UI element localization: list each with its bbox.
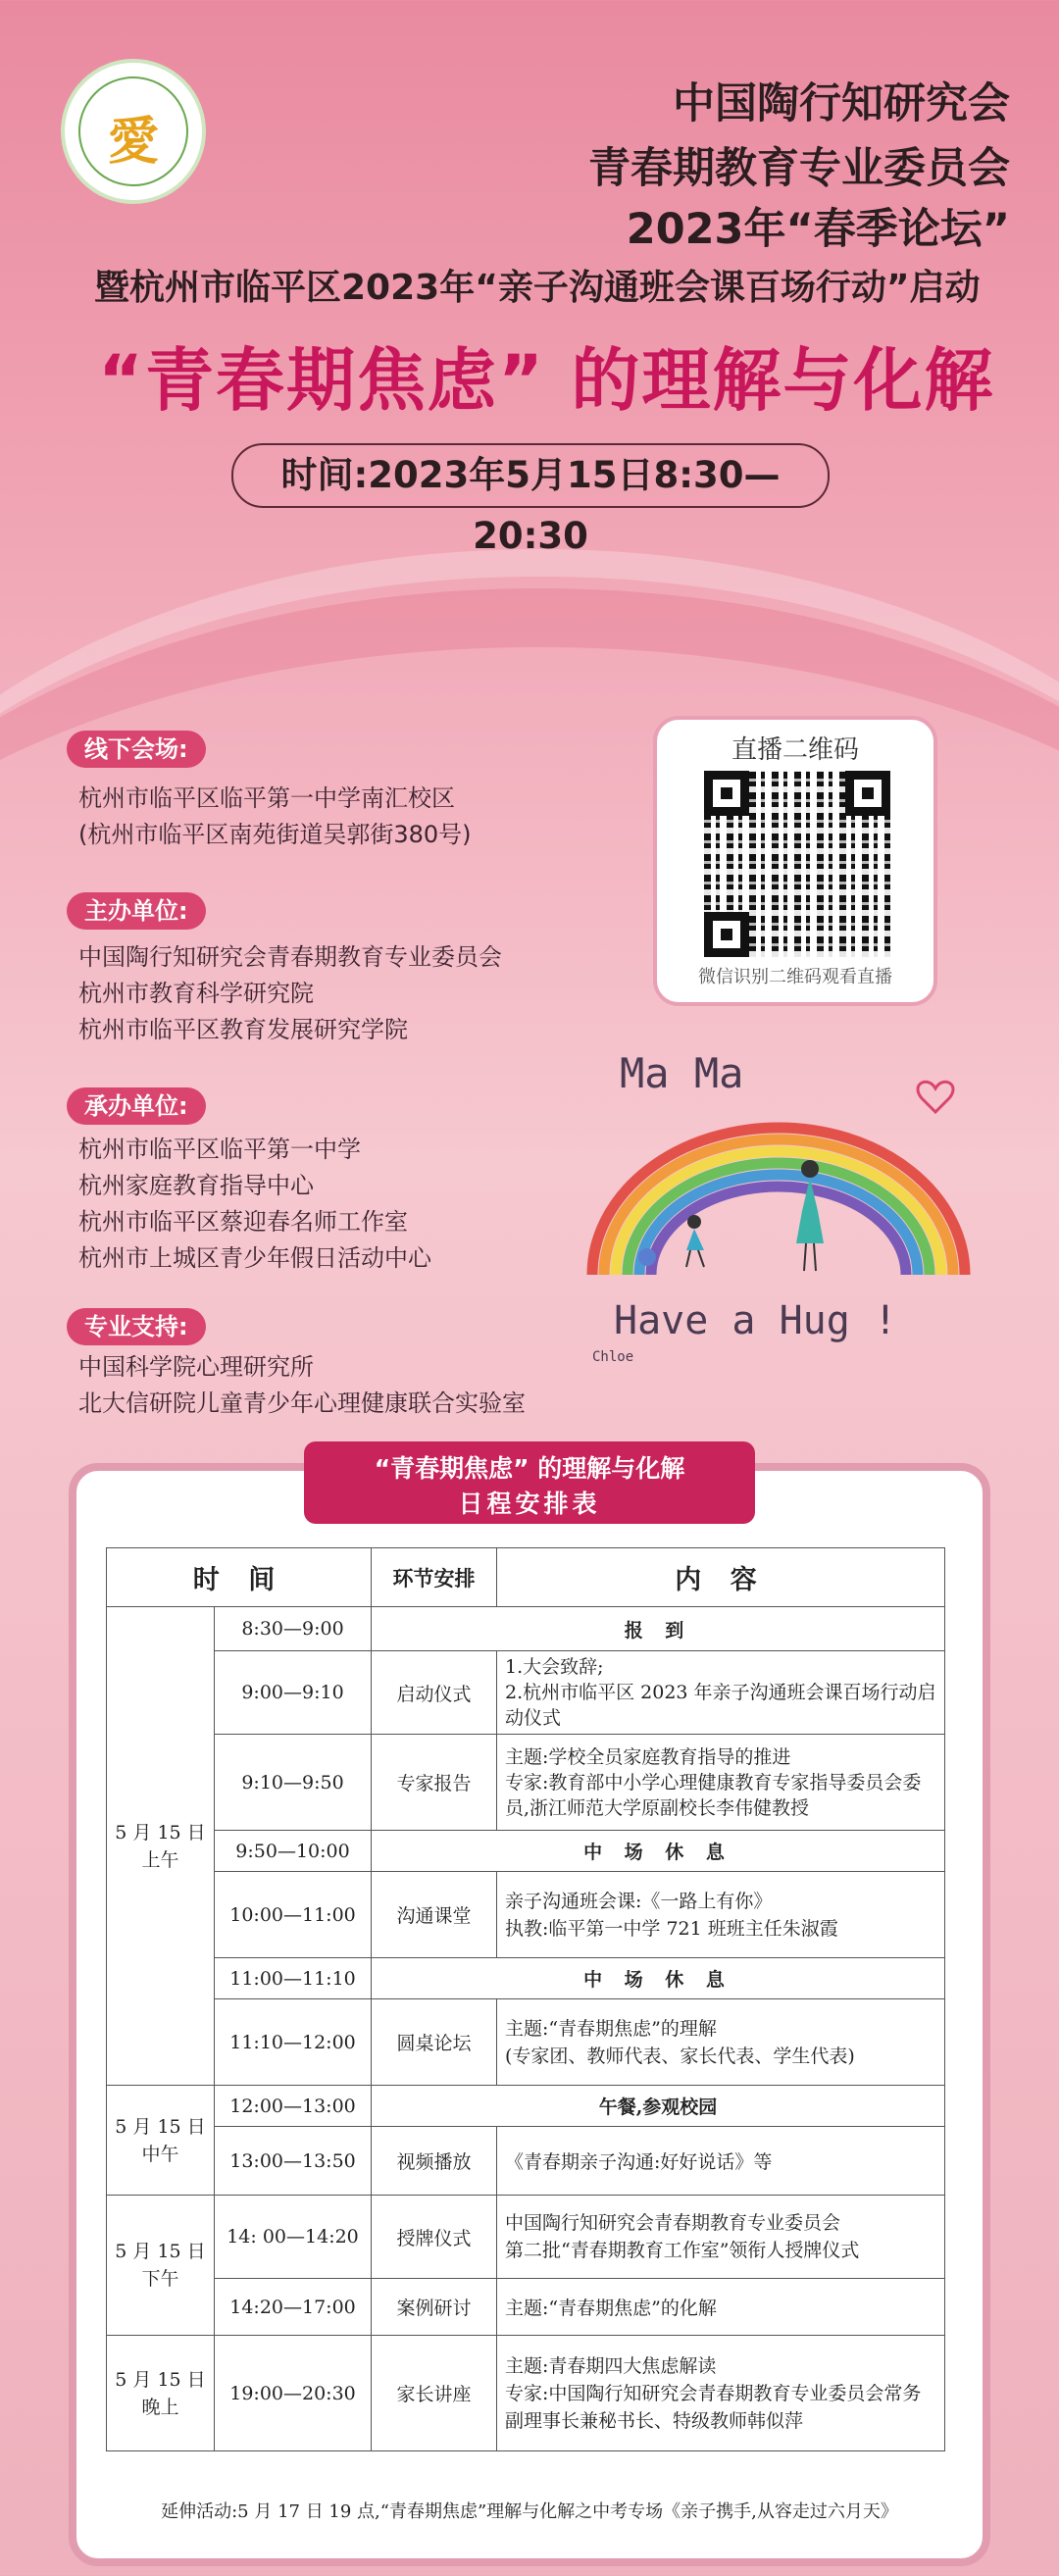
session-cell: 圆桌论坛 [372, 1999, 497, 2086]
content-cell: 午餐,参观校园 [372, 2086, 945, 2127]
content-cell: 中国陶行知研究会青春期教育专业委员会 第二批“青春期教育工作室”领衔人授牌仪式 [497, 2196, 945, 2279]
organizer-line: 杭州市上城区青少年假日活动中心 [78, 1244, 431, 1272]
session-cell: 视频播放 [372, 2127, 497, 2196]
drawing-text-mama: Ma Ma [620, 1049, 744, 1097]
header-line-1: 中国陶行知研究会 [673, 79, 1010, 128]
content-cell: 1.大会致辞; 2.杭州市临平区 2023 年亲子沟通班会课百场行动启动仪式 [497, 1651, 945, 1735]
table-row [107, 1831, 945, 1872]
organizer-tag: 承办单位: [67, 1087, 206, 1125]
host-line: 杭州市教育科学研究院 [78, 980, 314, 1007]
table-row [107, 1999, 945, 2086]
content-cell: 亲子沟通班会课:《一路上有你》 执教:临平第一中学 721 班班主任朱淑霞 [497, 1872, 945, 1958]
event-time: 时间:2023年5月15日8:30—20:30 [231, 443, 830, 508]
table-row [107, 2196, 945, 2279]
host-tag: 主办单位: [67, 892, 206, 930]
association-logo [61, 59, 206, 204]
schedule-table [106, 1547, 945, 2451]
session-cell: 案例研讨 [372, 2279, 497, 2336]
content-cell: 《青春期亲子沟通:好好说话》等 [497, 2127, 945, 2196]
table-row [107, 1735, 945, 1831]
time-cell: 14:20—17:00 [215, 2279, 372, 2336]
table-row [107, 1651, 945, 1735]
time-cell: 19:00—20:30 [215, 2336, 372, 2451]
organizer-line: 杭州市临平区蔡迎春名师工作室 [78, 1208, 408, 1236]
support-line: 北大信研院儿童青少年心理健康联合实验室 [78, 1389, 526, 1417]
schedule-title-line-1: “青春期焦虑” 的理解与化解 [374, 1454, 685, 1483]
extension-activity-note: 延伸活动:5 月 17 日 19 点,“青春期焦虑”理解与化解之中考专场《亲子携手,从容走过六月天》 [161, 2501, 898, 2522]
content-cell: 报 到 [372, 1607, 945, 1651]
support-info [78, 1349, 526, 1422]
day-afternoon: 5 月 15 日 下午 [107, 2196, 215, 2336]
header-line-2: 青春期教育专业委员会 [588, 144, 1010, 193]
schedule-title [304, 1441, 755, 1524]
day-noon: 5 月 15 日 中午 [107, 2086, 215, 2196]
organizer-line: 杭州市临平区临平第一中学 [78, 1136, 361, 1163]
host-info [78, 939, 502, 1048]
session-cell: 启动仪式 [372, 1651, 497, 1735]
qr-caption: 微信识别二维码观看直播 [698, 967, 892, 987]
venue-line: 杭州市临平区临平第一中学南汇校区 [78, 784, 455, 812]
qr-finder [845, 771, 890, 816]
organizer-line: 杭州家庭教育指导中心 [78, 1172, 314, 1199]
header-session: 环节安排 [372, 1548, 497, 1607]
qr-code-icon[interactable] [704, 771, 890, 957]
time-cell: 10:00—11:00 [215, 1872, 372, 1958]
time-cell: 9:00—9:10 [215, 1651, 372, 1735]
time-cell: 8:30—9:00 [215, 1607, 372, 1651]
host-line: 中国陶行知研究会青春期教育专业委员会 [78, 943, 502, 971]
table-row [107, 2279, 945, 2336]
time-cell: 9:50—10:00 [215, 1831, 372, 1872]
host-line: 杭州市临平区教育发展研究学院 [78, 1016, 408, 1043]
venue-tag: 线下会场: [67, 731, 206, 768]
venue-line: (杭州市临平区南苑街道吴郭街380号) [78, 821, 472, 848]
content-cell: 主题:青春期四大焦虑解读 专家:中国陶行知研究会青春期教育专业委员会常务副理事长兼秘书长、特级教师韩似萍 [497, 2336, 945, 2451]
table-row [107, 2127, 945, 2196]
drawing-text-hug: Have a Hug ! [614, 1298, 897, 1343]
header-content: 内 容 [497, 1548, 945, 1607]
time-cell: 11:00—11:10 [215, 1958, 372, 1999]
schedule-title-line-2: 日程安排表 [458, 1490, 601, 1518]
support-tag: 专业支持: [67, 1308, 206, 1345]
main-title: “青春期焦虑” 的理解与化解 [98, 340, 995, 421]
venue-info [78, 781, 472, 853]
rainbow-hug-drawing [584, 1039, 977, 1373]
support-line: 中国科学院心理研究所 [78, 1353, 314, 1381]
table-row [107, 2336, 945, 2451]
session-cell: 沟通课堂 [372, 1872, 497, 1958]
content-cell: 主题:“青春期焦虑”的理解 (专家团、教师代表、家长代表、学生代表) [497, 1999, 945, 2086]
qr-finder [704, 771, 749, 816]
content-cell: 主题:“青春期焦虑”的化解 [497, 2279, 945, 2336]
logo-character: 愛 [107, 112, 159, 172]
time-cell: 11:10—12:00 [215, 1999, 372, 2086]
drawing-signature: Chloe [592, 1349, 634, 1365]
table-row [107, 2086, 945, 2127]
time-cell: 9:10—9:50 [215, 1735, 372, 1831]
session-cell: 家长讲座 [372, 2336, 497, 2451]
time-cell: 14: 00—14:20 [215, 2196, 372, 2279]
session-cell: 专家报告 [372, 1735, 497, 1831]
session-cell: 授牌仪式 [372, 2196, 497, 2279]
table-row [107, 1872, 945, 1958]
table-row [107, 1607, 945, 1651]
header-time: 时 间 [107, 1548, 372, 1607]
day-morning: 5 月 15 日 上午 [107, 1607, 215, 2086]
table-header-row [107, 1548, 945, 1607]
table-row [107, 1958, 945, 1999]
header-subline: 暨杭州市临平区2023年“亲子沟通班会课百场行动”启动 [94, 268, 981, 308]
content-cell: 主题:学校全员家庭教育指导的推进 专家:教育部中小学心理健康教育专家指导委员会委员,浙江师范大学原副校长李伟健教授 [497, 1735, 945, 1831]
day-evening: 5 月 15 日 晚上 [107, 2336, 215, 2451]
organizer-info [78, 1132, 431, 1277]
content-cell: 中 场 休 息 [372, 1831, 945, 1872]
qr-finder [704, 912, 749, 957]
qr-title: 直播二维码 [731, 735, 859, 765]
time-cell: 12:00—13:00 [215, 2086, 372, 2127]
time-cell: 13:00—13:50 [215, 2127, 372, 2196]
livestream-qr-card[interactable] [653, 716, 937, 1006]
content-cell: 中 场 休 息 [372, 1958, 945, 1999]
header-line-3: 2023年“春季论坛” [626, 205, 1010, 254]
